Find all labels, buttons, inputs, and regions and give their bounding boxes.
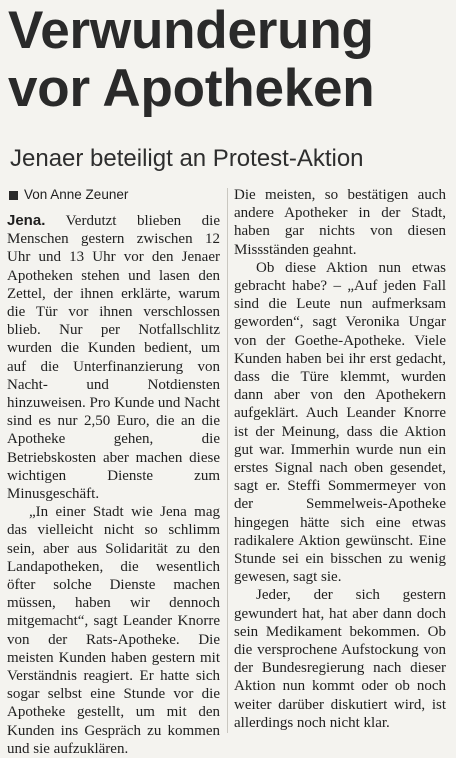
- byline-text: Von Anne Zeuner: [24, 187, 129, 202]
- byline-square-icon: [9, 191, 18, 200]
- article-column-right: [234, 186, 446, 732]
- column-divider: [227, 188, 228, 733]
- headline-line-2: vor Apotheken: [8, 59, 375, 118]
- paragraph: Die meisten, so bestätigen auch andere Apotheker in der Stadt, haben gar nichts von diesen Missständen geahnt.: [234, 187, 446, 258]
- paragraph: Ob diese Aktion nun etwas gebracht habe? – „Auf jeden Fall sind die Leute nun aufmerksam geworden“, sagt Veronika Ungar von der Goethe-Apotheke. Viele Kunden haben bei ihr erst gedacht, dass die Türe klemmt, wurden dann aber von den Apothekern aufgeklärt. Auch Leander Knorre ist der Meinung, dass die Aktion gut war. Immerhin wurde nun ein erstes Signal nach oben gesendet, sagt er. Steffi Sommermeyer von der Semmelweis-Apotheke hingegen hätte sich eine etwas radikalere Aktion gewünscht. Eine Stunde sei ein bisschen zu wenig gewesen, sagt sie.: [234, 259, 446, 586]
- headline-line-1: Verwunderung: [8, 1, 374, 60]
- paragraph: Jeder, der sich gestern gewundert hat, hat aber dann doch sein Medikament bekommen. Ob die versprochene Aufstockung von der Bundesregierung nach dieser Aktion nun kommt oder ob noch weiter darüber diskutiert wird, ist allerdings noch nicht klar.: [234, 587, 446, 731]
- paragraph: „In einer Stadt wie Jena mag das vielleicht nicht so schlimm sein, aber aus Solidarität zu den Landapotheken, die wesentlich öfter solche Dienste machen müssen, haben wir dennoch mitgemacht“, sagt Leander Knorre von der Rats-Apotheke. Die meisten Kunden haben gestern mit Verständnis reagiert. Er hatte sich sogar selbst eine Stunde vor die Apotheke gestellt, um mit den Kunden ins Gespräch zu kommen und sie aufzuklären.: [7, 504, 220, 757]
- paragraph-text: Verdutzt blieben die Menschen gestern zwischen 12 Uhr und 13 Uhr vor den Jenaer Apotheken stehen und lasen den Zettel, der ihnen erklärte, warum die Tür vor ihnen verschlossen blieb. Nur per Notfallschlitz wurden die Kunden bedient, um auf die Unterfinanzierung von Nacht- und Notdiensten hinzuweisen. Pro Kunde und Nacht sind es nur 2,50 Euro, die an die Apotheke gehen, die Betriebskosten aber machen diese wichtigen Dienste zum Minusgeschäft.: [7, 213, 220, 503]
- article-column-left: [7, 186, 220, 758]
- subheadline: Jenaer beteiligt an Protest-Aktion: [10, 145, 364, 172]
- byline: [7, 186, 220, 204]
- dateline: Jena.: [7, 212, 46, 229]
- paragraph: [7, 212, 220, 503]
- headline: [8, 2, 453, 118]
